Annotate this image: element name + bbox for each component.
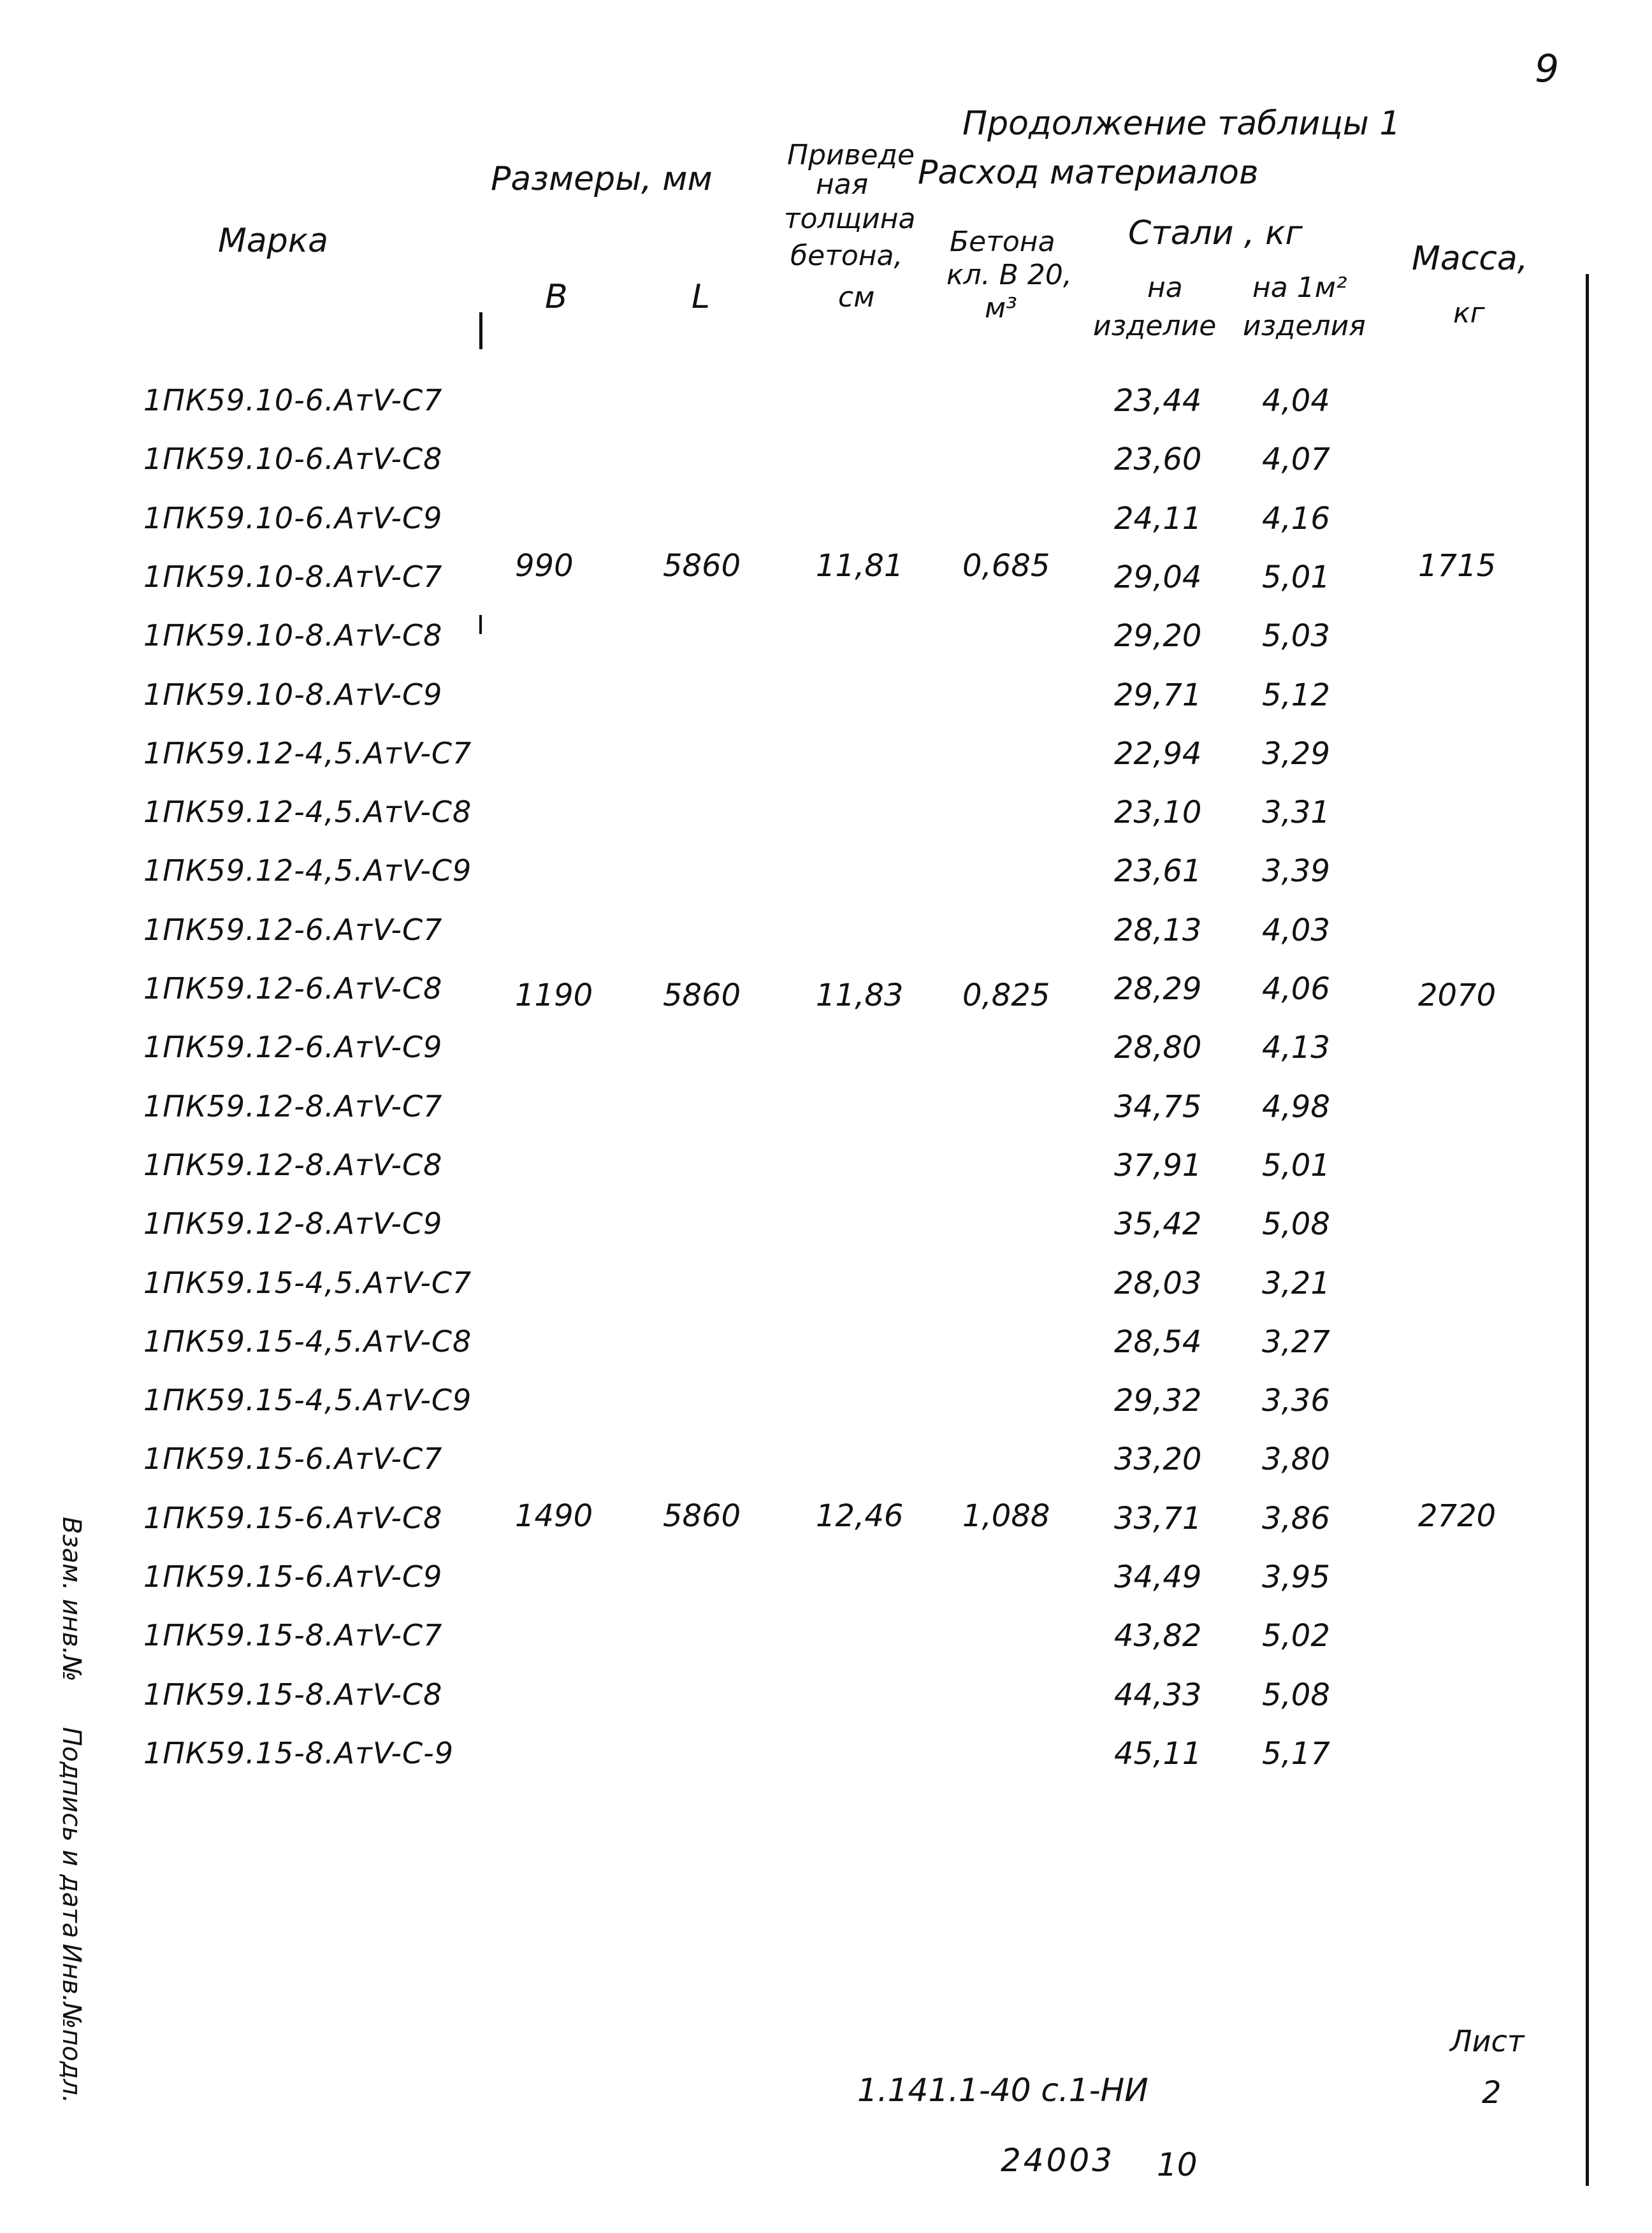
row-steel-per-item: 24,11	[1114, 501, 1202, 537]
right-border-rule	[1586, 274, 1589, 2186]
header-thickness-2: ная	[816, 168, 869, 201]
row-steel-per-item: 23,44	[1114, 383, 1202, 419]
header-dimensions: Размеры, мм	[491, 160, 713, 198]
row-steel-per-item: 28,29	[1114, 971, 1202, 1007]
group-mass: 2720	[1418, 1498, 1496, 1534]
row-steel-per-item: 23,10	[1114, 795, 1202, 830]
header-steel-item-1: на	[1147, 271, 1183, 304]
row-steel-per-item: 28,03	[1114, 1266, 1202, 1301]
group-dim-l: 5860	[663, 548, 741, 584]
row-mark: 1ПК59.10-8.АтV-С7	[143, 560, 443, 594]
row-steel-per-m2: 5,01	[1262, 1148, 1330, 1183]
header-concrete-3: м³	[985, 292, 1017, 324]
group-thickness: 11,81	[816, 548, 904, 584]
row-steel-per-item: 28,80	[1114, 1030, 1202, 1066]
side-labels	[57, 1485, 137, 2122]
group-mass: 1715	[1418, 548, 1496, 584]
row-mark: 1ПК59.10-8.АтV-С8	[143, 618, 443, 653]
page-number: 9	[1535, 47, 1560, 91]
row-steel-per-item: 28,13	[1114, 913, 1202, 948]
header-thickness-4: бетона,	[790, 240, 903, 272]
group-concrete: 0,685	[962, 548, 1050, 584]
row-mark: 1ПК59.15-6.АтV-С7	[143, 1442, 443, 1476]
group-dim-l: 5860	[663, 1498, 741, 1534]
row-mark: 1ПК59.12-8.АтV-С7	[143, 1089, 443, 1124]
row-steel-per-item: 33,71	[1114, 1501, 1202, 1536]
header-concrete-1: Бетона	[950, 226, 1055, 258]
row-steel-per-item: 33,20	[1114, 1442, 1202, 1477]
row-steel-per-item: 45,11	[1114, 1736, 1202, 1772]
group-dim-b: 1190	[515, 978, 593, 1013]
header-mass-2: кг	[1453, 297, 1485, 329]
header-tick	[479, 312, 482, 349]
row-steel-per-item: 29,71	[1114, 677, 1202, 713]
row-tick	[479, 615, 482, 634]
row-mark: 1ПК59.10-6.АтV-С7	[143, 383, 443, 417]
sheet-label: Лист	[1450, 2024, 1525, 2058]
group-thickness: 11,83	[816, 978, 904, 1013]
header-thickness-3: толщина	[784, 203, 916, 235]
group-dim-b: 1490	[515, 1498, 593, 1534]
group-dim-l: 5860	[663, 978, 741, 1013]
side-label-replacement: Взам. инв.№	[57, 1517, 86, 1682]
row-steel-per-m2: 4,16	[1262, 501, 1330, 537]
row-mark: 1ПК59.12-8.АтV-С9	[143, 1206, 443, 1241]
header-steel: Стали , кг	[1128, 214, 1303, 252]
row-steel-per-m2: 3,36	[1262, 1383, 1330, 1419]
row-steel-per-item: 34,75	[1114, 1089, 1202, 1125]
row-steel-per-m2: 3,27	[1262, 1324, 1330, 1360]
row-mark: 1ПК59.10-6.АтV-С9	[143, 501, 443, 535]
row-steel-per-item: 29,32	[1114, 1383, 1202, 1419]
side-label-inventory: Инв.№подл.	[57, 1944, 86, 2104]
group-thickness: 12,46	[816, 1498, 904, 1534]
row-steel-per-item: 43,82	[1114, 1618, 1202, 1654]
header-steel-item-2: изделие	[1093, 310, 1217, 342]
header-dim-b: B	[545, 278, 568, 316]
row-mark: 1ПК59.15-6.АтV-С9	[143, 1559, 443, 1594]
row-steel-per-m2: 4,06	[1262, 971, 1330, 1007]
group-concrete: 0,825	[962, 978, 1050, 1013]
group-dim-b: 990	[515, 548, 574, 584]
row-mark: 1ПК59.10-6.АтV-С8	[143, 442, 443, 476]
row-mark: 1ПК59.12-4,5.АтV-С9	[143, 853, 472, 888]
row-steel-per-m2: 4,04	[1262, 383, 1330, 419]
row-steel-per-m2: 5,08	[1262, 1677, 1330, 1713]
row-mark: 1ПК59.15-8.АтV-С-9	[143, 1736, 454, 1770]
row-steel-per-item: 22,94	[1114, 736, 1202, 772]
row-steel-per-m2: 4,13	[1262, 1030, 1330, 1066]
row-mark: 1ПК59.15-4,5.АтV-С8	[143, 1324, 472, 1359]
header-mass-1: Масса,	[1412, 240, 1528, 278]
row-mark: 1ПК59.12-6.АтV-С8	[143, 971, 443, 1006]
row-steel-per-m2: 5,01	[1262, 560, 1330, 595]
header-materials: Расход материалов	[918, 154, 1259, 192]
header-mark: Марка	[218, 222, 329, 260]
row-steel-per-m2: 5,02	[1262, 1618, 1330, 1654]
row-steel-per-item: 23,60	[1114, 442, 1202, 477]
row-mark: 1ПК59.12-4,5.АтV-С8	[143, 795, 472, 829]
row-steel-per-m2: 4,07	[1262, 442, 1330, 477]
row-steel-per-item: 23,61	[1114, 853, 1202, 889]
row-mark: 1ПК59.15-4,5.АтV-С7	[143, 1266, 472, 1300]
row-mark: 1ПК59.15-4,5.АтV-С9	[143, 1383, 472, 1417]
row-steel-per-m2: 5,03	[1262, 618, 1330, 654]
archive-suffix: 10	[1157, 2146, 1198, 2183]
header-dim-l: L	[692, 278, 710, 316]
row-steel-per-m2: 3,29	[1262, 736, 1330, 772]
row-mark: 1ПК59.12-6.АтV-С9	[143, 1030, 443, 1064]
row-mark: 1ПК59.12-4,5.АтV-С7	[143, 736, 472, 770]
row-steel-per-m2: 3,39	[1262, 853, 1330, 889]
row-mark: 1ПК59.10-8.АтV-С9	[143, 677, 443, 712]
row-steel-per-m2: 5,08	[1262, 1206, 1330, 1242]
group-concrete: 1,088	[962, 1498, 1050, 1534]
sheet-number: 2	[1482, 2075, 1502, 2111]
row-steel-per-m2: 4,03	[1262, 913, 1330, 948]
row-steel-per-m2: 3,31	[1262, 795, 1330, 830]
row-steel-per-item: 35,42	[1114, 1206, 1202, 1242]
row-steel-per-m2: 4,98	[1262, 1089, 1330, 1125]
header-concrete-2: кл. В 20,	[946, 259, 1072, 291]
row-mark: 1ПК59.12-6.АтV-С7	[143, 913, 443, 947]
header-thickness-5: см	[838, 281, 875, 314]
row-steel-per-item: 29,20	[1114, 618, 1202, 654]
document-code: 1.141.1-40 с.1-НИ	[857, 2072, 1148, 2109]
row-steel-per-m2: 5,17	[1262, 1736, 1330, 1772]
row-steel-per-item: 44,33	[1114, 1677, 1202, 1713]
row-steel-per-item: 34,49	[1114, 1559, 1202, 1595]
side-label-signature: Подпись и дата	[57, 1727, 86, 1939]
row-steel-per-m2: 3,80	[1262, 1442, 1330, 1477]
group-mass: 2070	[1418, 978, 1496, 1013]
row-steel-per-m2: 3,86	[1262, 1501, 1330, 1536]
row-steel-per-m2: 3,21	[1262, 1266, 1330, 1301]
header-thickness-1: Приведе	[787, 139, 915, 171]
header-steel-m2-2: изделия	[1243, 310, 1366, 342]
row-steel-per-m2: 5,12	[1262, 677, 1330, 713]
row-steel-per-m2: 3,95	[1262, 1559, 1330, 1595]
row-steel-per-item: 28,54	[1114, 1324, 1202, 1360]
row-steel-per-item: 29,04	[1114, 560, 1202, 595]
archive-number: 24003	[1001, 2142, 1115, 2179]
row-mark: 1ПК59.15-6.АтV-С8	[143, 1501, 443, 1535]
table-caption: Продолжение таблицы 1	[962, 105, 1401, 143]
row-mark: 1ПК59.15-8.АтV-С8	[143, 1677, 443, 1712]
row-mark: 1ПК59.15-8.АтV-С7	[143, 1618, 443, 1652]
header-steel-m2-1: на 1м²	[1252, 271, 1347, 304]
row-steel-per-item: 37,91	[1114, 1148, 1202, 1183]
row-mark: 1ПК59.12-8.АтV-С8	[143, 1148, 443, 1182]
